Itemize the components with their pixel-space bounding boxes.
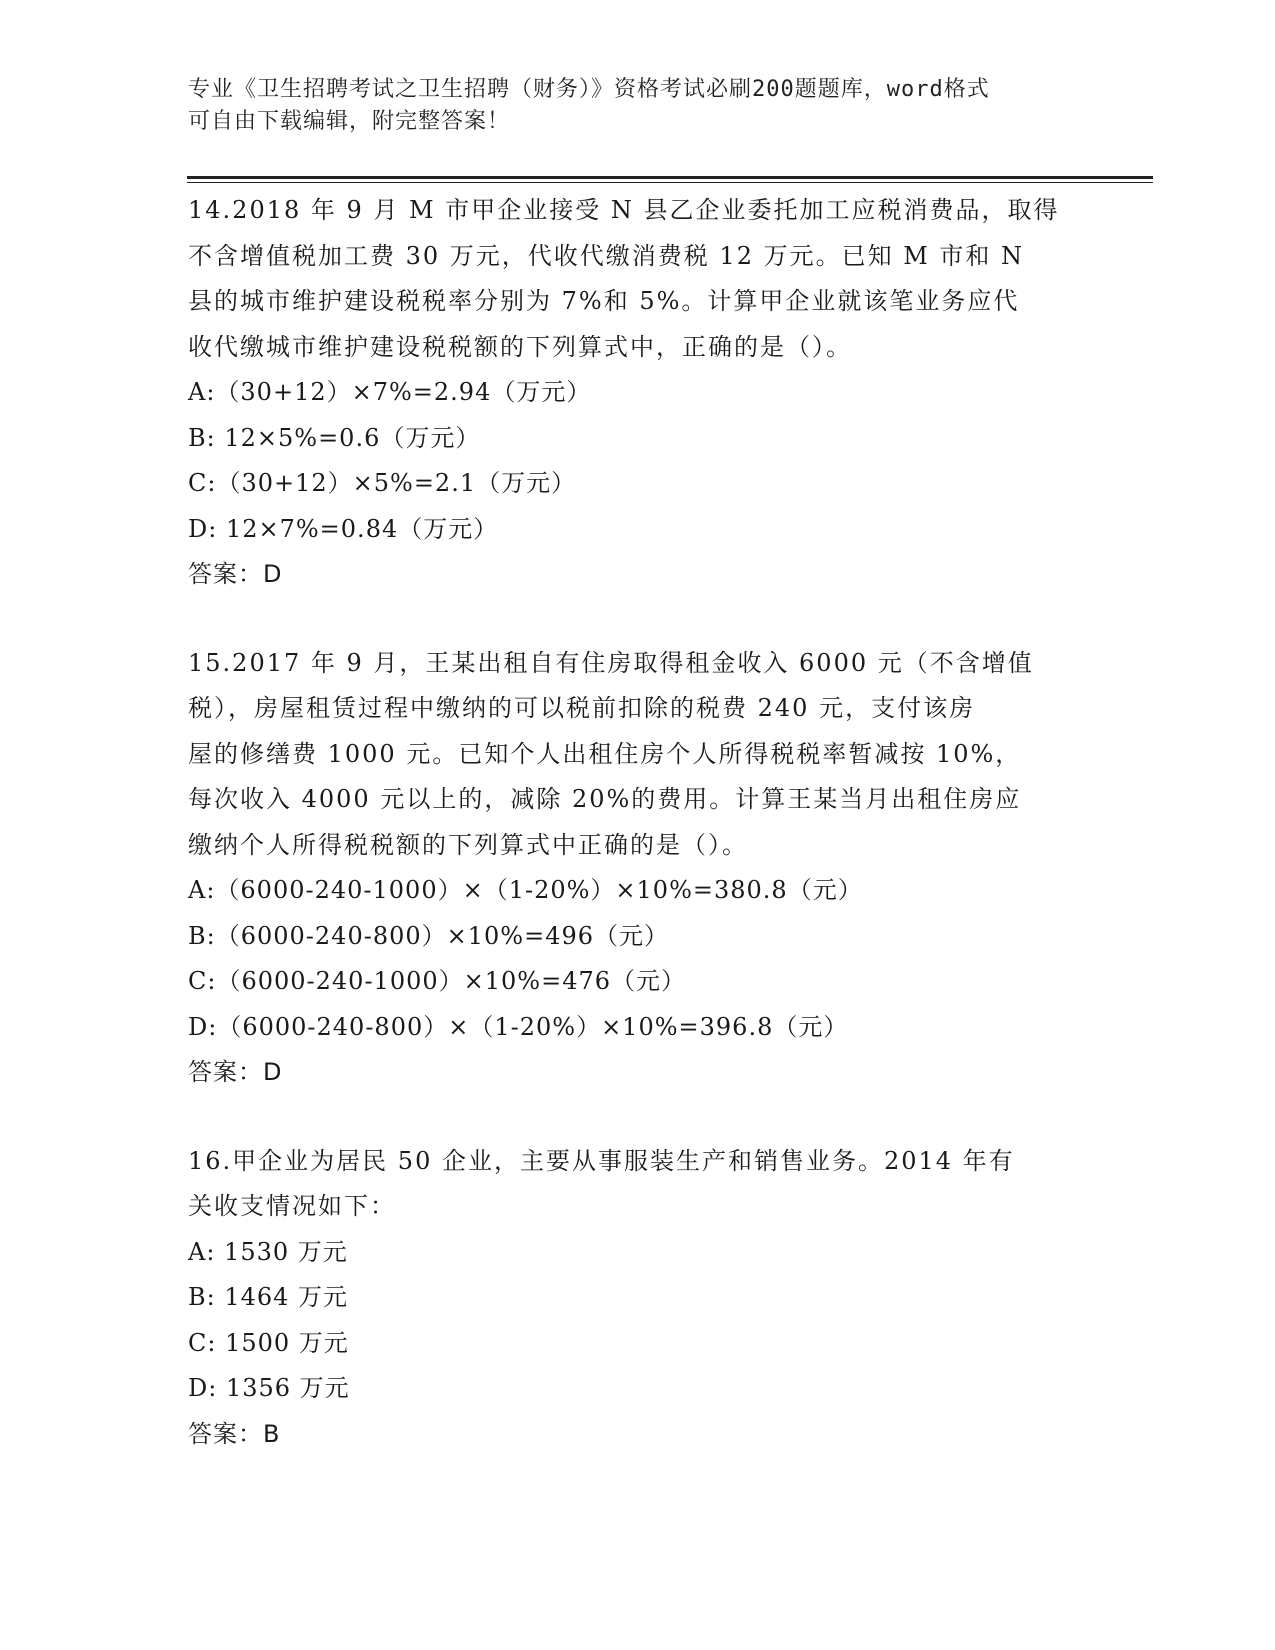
answer-line: 答案：D: [188, 560, 283, 588]
option-a: A:（30+12）×7%=2.94（万元）: [188, 378, 592, 406]
header-line-1: 专业《卫生招聘考试之卫生招聘（财务）》资格考试必刷200题题库，word格式: [188, 77, 990, 102]
question-14: [188, 188, 1088, 598]
stem-line: 16.甲企业为居民 50 企业，主要从事服装生产和销售业务。2014 年有: [188, 1146, 1015, 1175]
stem-line: 14.2018 年 9 月 M 市甲企业接受 N 县乙企业委托加工应税消费品，取得: [188, 196, 1060, 224]
question-spacer: [188, 1096, 1088, 1139]
question-15: [188, 641, 1088, 1096]
option-b: B: 12×5%=0.6（万元）: [188, 423, 481, 452]
stem-line: 缴纳个人所得税税额的下列算式中正确的是（）。: [188, 830, 748, 859]
stem-line: 不含增值税加工费 30 万元，代收代缴消费税 12 万元。已知 M 市和 N: [188, 241, 1025, 270]
header-line-2: 可自由下载编辑，附完整答案！: [188, 109, 511, 134]
option-a: A:（6000-240-1000）×（1-20%）×10%=380.8（元）: [188, 876, 863, 904]
stem-line: 屋的修缮费 1000 元。已知个人出租住房个人所得税税率暂减按 10%，: [188, 739, 1022, 768]
stem-line: 15.2017 年 9 月，王某出租自有住房取得租金收入 6000 元（不含增值: [188, 648, 1034, 677]
option-a: A: 1530 万元: [188, 1237, 348, 1266]
question-list: [188, 188, 1088, 1457]
question-stem: [188, 188, 1088, 370]
option-d: D: 1356 万元: [188, 1374, 350, 1402]
question-spacer: [188, 598, 1088, 641]
answer-line: 答案：B: [188, 1419, 281, 1448]
document-header: [188, 74, 1068, 138]
stem-line: 县的城市维护建设税税率分别为 7%和 5%。计算甲企业就该笔业务应代: [188, 287, 1020, 315]
header-divider-thick: [187, 176, 1153, 179]
stem-line: 关收支情况如下：: [188, 1192, 396, 1220]
option-c: C:（6000-240-1000）×10%=476（元）: [188, 967, 687, 995]
option-b: B:（6000-240-800）×10%=496（元）: [188, 921, 670, 950]
stem-line: 税），房屋租赁过程中缴纳的可以税前扣除的税费 240 元，支付该房: [188, 694, 976, 722]
option-d: D:（6000-240-800）×（1-20%）×10%=396.8（元）: [188, 1012, 849, 1041]
question-16: [188, 1139, 1088, 1458]
answer-line: 答案：D: [188, 1058, 283, 1086]
header-divider-thin: [187, 182, 1153, 183]
question-stem: [188, 641, 1088, 869]
option-d: D: 12×7%=0.84（万元）: [188, 514, 499, 543]
stem-line: 收代缴城市维护建设税税额的下列算式中，正确的是（）。: [188, 332, 852, 361]
option-b: B: 1464 万元: [188, 1283, 349, 1311]
option-c: C:（30+12）×5%=2.1（万元）: [188, 469, 577, 497]
question-stem: [188, 1139, 1088, 1230]
stem-line: 每次收入 4000 元以上的，减除 20%的费用。计算王某当月出租住房应: [188, 785, 1022, 813]
option-c: C: 1500 万元: [188, 1328, 349, 1357]
